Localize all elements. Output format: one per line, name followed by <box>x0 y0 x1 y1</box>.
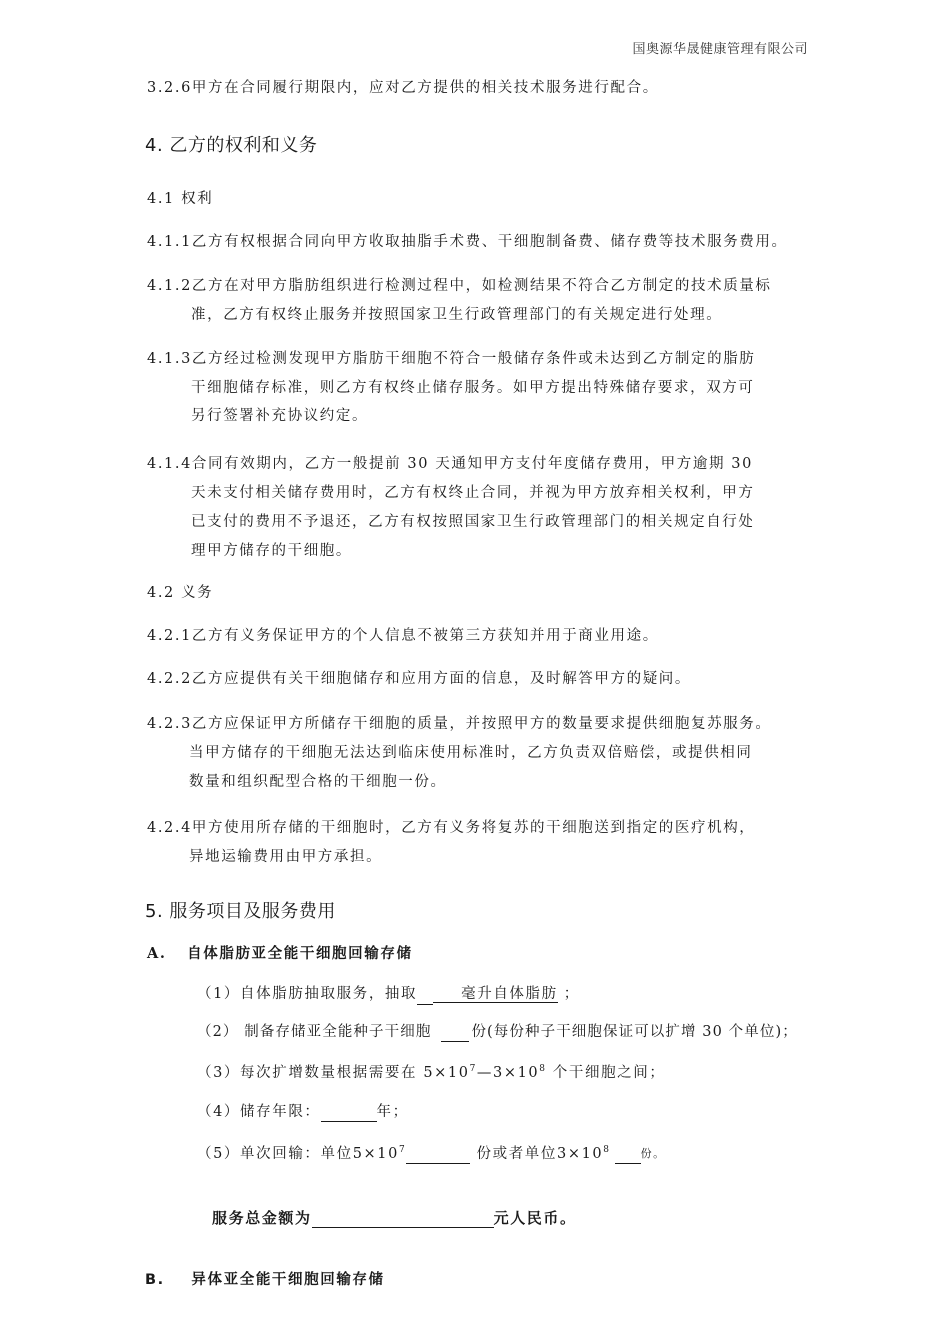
clause-3-2-6 <box>147 78 659 98</box>
fill-blank <box>615 1153 641 1164</box>
clause-4-2-3-cont1: 当甲方储存的干细胞无法达到临床使用标准时，乙方负责双倍赔偿，或提供相同 <box>189 745 753 761</box>
clause-line: 乙方有权根据合同向甲方收取抽脂手术费、干细胞制备费、储存费等技术服务费用。 <box>191 234 788 250</box>
clause-line: 乙方有义务保证甲方的个人信息不被第三方获知并用于商业用途。 <box>191 628 659 644</box>
clause-number: 3.2.6 <box>147 80 192 96</box>
clause-number: 4.1.3 <box>147 351 192 367</box>
value-exponent: 7 <box>469 1064 477 1075</box>
clause-number: 4.2.3 <box>147 716 192 732</box>
part-a-label: A. <box>147 945 167 962</box>
fill-blank <box>321 1105 377 1122</box>
clause-4-2-3-cont2: 数量和组织配型合格的干细胞一份。 <box>189 774 447 790</box>
clause-4-1-3-cont2: 另行签署补充协议约定。 <box>191 408 369 424</box>
item-2-suffix: 份(每份种子干细胞保证可以扩增 30 个单位)； <box>471 1024 798 1040</box>
clause-number: 4.2.4 <box>147 820 192 836</box>
item-1-suffix: ； <box>563 986 580 1002</box>
fill-blank <box>312 1211 494 1228</box>
service-total <box>212 1208 577 1228</box>
duties-heading: 4.2 义务 <box>147 585 214 601</box>
clause-text: 甲方在合同履行期限内，应对乙方提供的相关技术服务进行配合。 <box>191 80 659 96</box>
clause-4-1-3 <box>147 349 755 369</box>
value-exponent: 8 <box>603 1145 611 1156</box>
item-4-prefix: （4）储存年限： <box>197 1104 321 1120</box>
item-5-mid: 份或者单位 <box>470 1146 558 1162</box>
item-3-dash: — <box>476 1065 494 1081</box>
item-1-prefix: （1）自体脂肪抽取服务，抽取 <box>197 986 418 1002</box>
total-suffix: 元人民币。 <box>493 1209 577 1227</box>
item-3-prefix: （3）每次扩增数量根据需要在 <box>197 1065 418 1081</box>
clause-4-1-1 <box>147 232 788 252</box>
item-4-suffix: 年； <box>376 1104 409 1120</box>
fill-blank <box>406 1147 470 1164</box>
part-b-title: 异体亚全能干细胞回输存储 <box>191 1272 385 1288</box>
clause-line: 甲方使用所存储的干细胞时，乙方有义务将复苏的干细胞送到指定的医疗机构， <box>191 820 756 836</box>
fill-blank <box>441 1025 469 1042</box>
clause-line: 合同有效期内，乙方一般提前 30 天通知甲方支付年度储存费用，甲方逾期 30 <box>191 456 753 472</box>
part-b-label: B. <box>145 1272 165 1288</box>
value-exponent: 7 <box>398 1145 407 1156</box>
clause-4-1-3-cont1: 干细胞储存标准，则乙方有权终止储存服务。如甲方提出特殊储存要求，双方可 <box>191 380 755 396</box>
item-2-prefix: （2） 制备存储亚全能种子干细胞 <box>197 1024 432 1040</box>
clause-4-2-4-cont: 异地运输费用由甲方承担。 <box>189 849 383 865</box>
item-1-fill: 毫升自体脂肪 <box>433 986 558 1003</box>
fill-blank <box>417 984 433 1005</box>
item-3-suffix: 个干细胞之间； <box>546 1065 666 1081</box>
clause-line: 乙方应保证甲方所储存干细胞的质量，并按照甲方的数量要求提供细胞复苏服务。 <box>191 716 772 732</box>
clause-line: 乙方经过检测发现甲方脂肪干细胞不符合一般储存条件或未达到乙方制定的脂肪 <box>191 351 756 367</box>
clause-number: 4.1.1 <box>147 234 192 250</box>
clause-4-1-4-cont1: 天未支付相关储存费用时，乙方有权终止合同，并视为甲方放弃相关权利，甲方 <box>191 485 755 501</box>
clause-number: 4.2.2 <box>147 671 192 687</box>
clause-4-1-2 <box>147 276 772 296</box>
total-prefix: 服务总金额为 <box>212 1209 312 1227</box>
clause-number: 4.2.1 <box>147 628 192 644</box>
clause-number: 4.1.4 <box>147 456 192 472</box>
clause-4-2-2 <box>147 669 691 689</box>
item-3-value-a <box>423 1065 477 1081</box>
clause-4-2-3 <box>147 714 772 734</box>
clause-4-1-4-cont2: 已支付的费用不予退还，乙方有权按照国家卫生行政管理部门的相关规定自行处 <box>191 514 755 530</box>
clause-4-2-1 <box>147 626 659 646</box>
part-b-heading <box>145 1270 385 1290</box>
service-item-2 <box>197 1022 798 1042</box>
section-4-title: 4. 乙方的权利和义务 <box>145 135 318 156</box>
section-5-title: 5. 服务项目及服务费用 <box>145 901 336 922</box>
value-base: 5×10 <box>423 1065 470 1081</box>
value-base: 5×10 <box>352 1146 399 1162</box>
clause-4-1-4 <box>147 454 753 474</box>
clause-4-1-2-cont: 准，乙方有权终止服务并按照国家卫生行政管理部门的有关规定进行处理。 <box>191 307 723 323</box>
part-a-heading <box>147 944 413 964</box>
clause-4-1-4-cont3: 理甲方储存的干细胞。 <box>191 543 352 559</box>
service-item-3 <box>197 1063 666 1083</box>
item-5-suffix: 份。 <box>640 1147 666 1160</box>
service-item-5 <box>197 1144 666 1164</box>
clause-4-2-4 <box>147 818 755 838</box>
clause-line: 乙方在对甲方脂肪组织进行检测过程中，如检测结果不符合乙方制定的技术质量标 <box>191 278 772 294</box>
clause-line: 乙方应提供有关干细胞储存和应用方面的信息，及时解答甲方的疑问。 <box>191 671 692 687</box>
rights-heading: 4.1 权利 <box>147 191 214 207</box>
value-exponent: 8 <box>539 1064 547 1075</box>
value-base: 3×10 <box>557 1146 604 1162</box>
clause-number: 4.1.2 <box>147 278 192 294</box>
item-5-prefix: （5）单次回输：单位 <box>197 1146 353 1162</box>
item-5-value-a <box>353 1146 407 1162</box>
item-3-value-b <box>493 1065 547 1081</box>
value-base: 3×10 <box>493 1065 540 1081</box>
service-item-4 <box>197 1102 409 1122</box>
part-a-title: 自体脂肪亚全能干细胞回输存储 <box>187 945 413 962</box>
company-header: 国奥源华晟健康管理有限公司 <box>632 42 808 57</box>
item-5-value-b <box>557 1146 611 1162</box>
service-item-1 <box>197 984 580 1005</box>
